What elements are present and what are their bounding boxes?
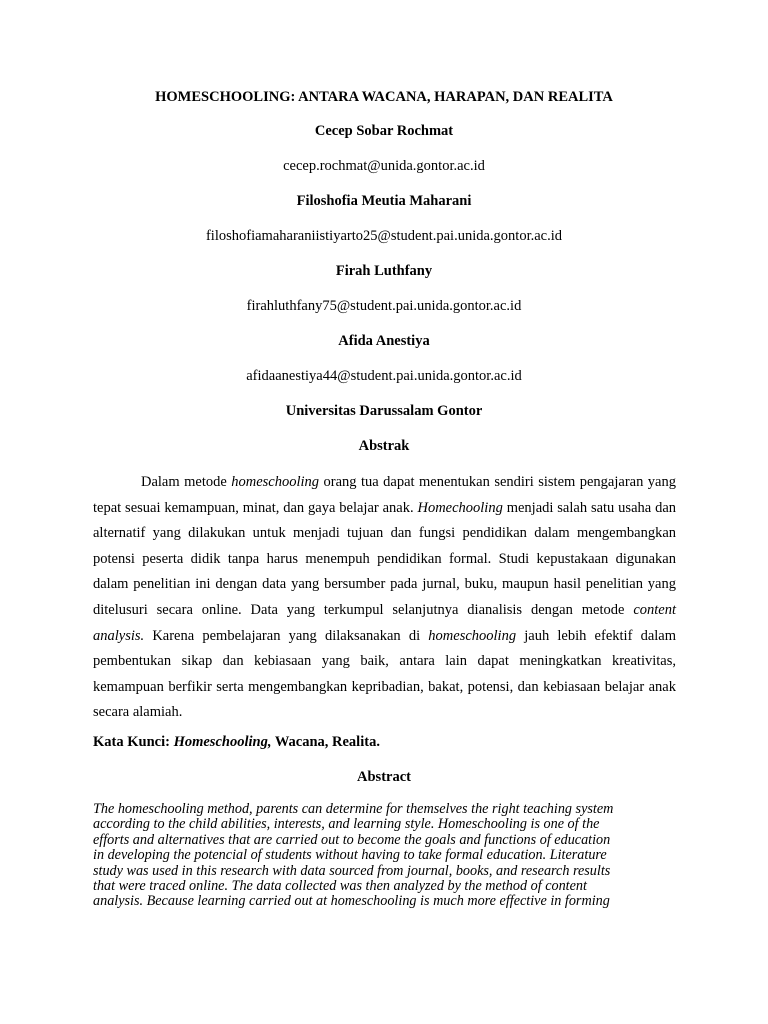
abstrak-body bbox=[93, 470, 676, 726]
abstract-line: The homeschooling method, parents can determine for themselves the right teaching system bbox=[93, 801, 614, 817]
author-email: firahluthfany75@student.pai.unida.gontor.ac.id bbox=[246, 298, 522, 314]
abstrak-text: orang tua dapat menentukan sendiri sistem pengajaran yang tepat sesuai kemampuan, minat, dan gaya belajar anak. bbox=[93, 474, 676, 516]
author-name: Cecep Sobar Rochmat bbox=[314, 123, 454, 139]
author-name: Filoshofia Meutia Maharani bbox=[296, 193, 472, 209]
affiliation: Universitas Darussalam Gontor bbox=[285, 403, 483, 419]
abstrak-text: jauh lebih efektif dalam pembentukan sikap dan kebiasaan yang baik, antara lain dapat meningkatkan kreativitas, kemampuan berfikir serta mengembangkan kepribadian, bakat, potensi, dan kebiasaan belajar anak secara alamiah. bbox=[93, 627, 676, 721]
abstract-line: that were traced online. The data collected was then analyzed by the method of content bbox=[93, 878, 587, 895]
abstract-heading: Abstract bbox=[357, 769, 411, 785]
keywords-rest: Wacana, Realita. bbox=[274, 734, 380, 750]
author-name: Firah Luthfany bbox=[335, 263, 433, 279]
abstrak-paragraph bbox=[93, 470, 676, 726]
abstrak-italic-term: homeschooling bbox=[428, 627, 517, 644]
keywords-label: Kata Kunci: bbox=[93, 734, 170, 750]
abstrak-heading: Abstrak bbox=[358, 438, 410, 454]
author-email: cecep.rochmat@unida.gontor.ac.id bbox=[283, 158, 485, 174]
keyword-homeschooling: Homeschooling, bbox=[173, 734, 272, 750]
keywords-line bbox=[93, 733, 380, 751]
abstrak-text: Karena pembelajaran yang dilaksanakan di bbox=[144, 627, 429, 644]
paper-title: HOMESCHOOLING: ANTARA WACANA, HARAPAN, DAN REALITA bbox=[155, 89, 613, 105]
abstract-line: study was used in this research with data sourced from journal, books, and research results bbox=[93, 862, 611, 879]
abstract-body bbox=[93, 802, 668, 910]
abstract-line: analysis. Because learning carried out at homeschooling is much more effective in forming bbox=[93, 893, 610, 910]
author-email: afidaanestiya44@student.pai.unida.gontor.ac.id bbox=[246, 368, 522, 384]
abstrak-italic-term: homeschooling bbox=[231, 474, 320, 490]
abstrak-italic-term: content analysis. bbox=[93, 601, 676, 644]
abstract-line: efforts and alternatives that are carried out to become the goals and functions of education bbox=[93, 831, 611, 848]
author-name: Afida Anestiya bbox=[338, 333, 430, 349]
abstrak-italic-term: Homechooling bbox=[417, 499, 503, 516]
abstrak-text: Dalam metode bbox=[141, 474, 232, 490]
abstrak-text: menjadi salah satu usaha dan alternatif yang dilakukan untuk menjadi tujuan dan fungsi pendidikan dalam mengembangkan potensi peserta didik tanpa harus menempuh pendidikan formal. Studi kepustakaan digunakan dalam penelitian ini dengan data yang bersumber pada jurnal, buku, maupun hasil penelitian yang ditelusuri secara online. Data yang terkumpul selanjutnya dianalisis dengan metode bbox=[93, 499, 677, 618]
author-email: filoshofiamaharaniistiyarto25@student.pai.unida.gontor.ac.id bbox=[205, 228, 563, 244]
abstract-line: in developing the potencial of students without having to take formal education. Literature bbox=[93, 847, 607, 864]
abstract-line: according to the child abilities, interests, and learning style. Homeschooling is one of the bbox=[93, 816, 600, 833]
